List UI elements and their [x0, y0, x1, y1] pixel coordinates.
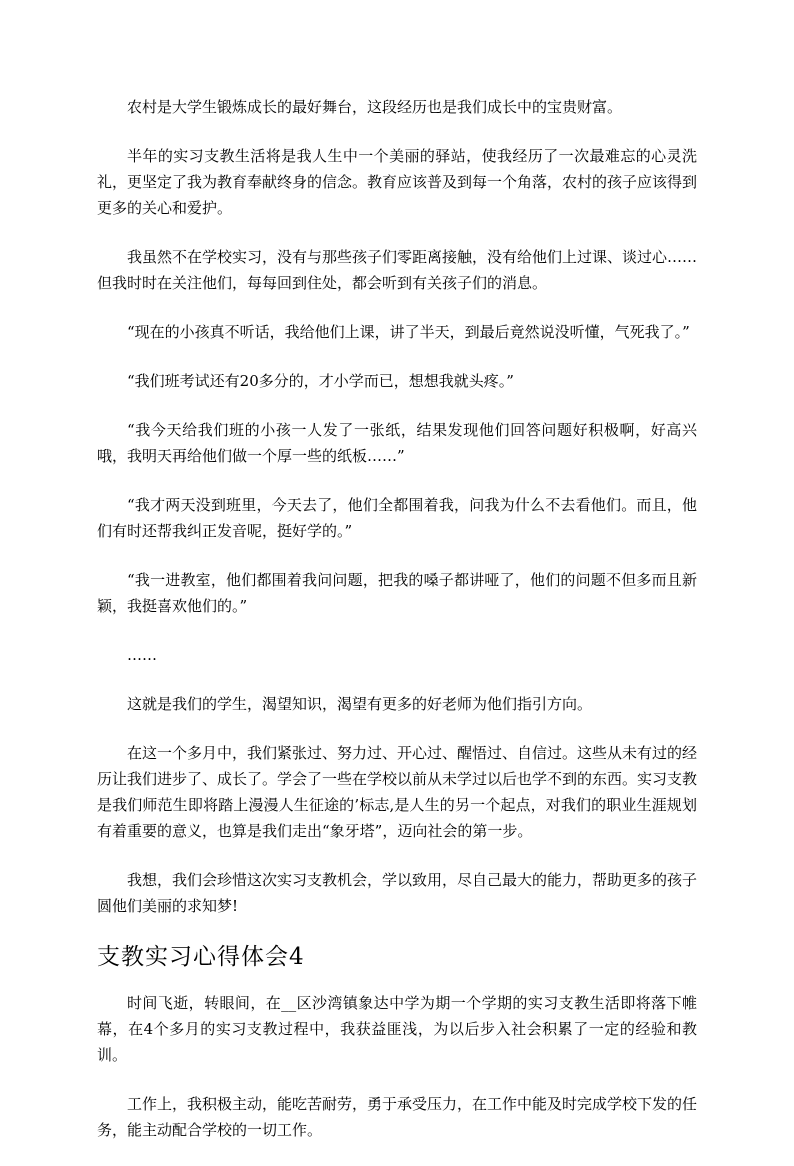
ellipsis-paragraph: ……: [127, 646, 157, 664]
section-heading: 支教实习心得体会4: [97, 944, 305, 970]
quote-paragraph: “现在的小孩真不听话，我给他们上课，讲了半天，到最后竟然说没听懂，气死我了。”: [127, 323, 690, 341]
paragraph: 这就是我们的学生，渴望知识，渴望有更多的好老师为他们指引方向。: [127, 695, 593, 713]
quote-paragraph: “我一进教室，他们都围着我问问题，把我的嗓子都讲哑了，他们的问题不但多而且新颖，我挺喜欢他们的。”: [97, 571, 697, 615]
paragraph: 在这一个多月中，我们紧张过、努力过、开心过、醒悟过、自信过。这些从未有过的经历让我们进步了、成长了。学会了一些在学校以前从未学过以后也学不到的东西。实习支教是我们师范生即将踏上漫漫人生征途的’标志,是人生的另一个起点，对我们的职业生涯规划有着重要的意义，也算是我们走出“象牙塔”，迈向社会的第一步。: [97, 744, 698, 840]
quote-paragraph: “我们班考试还有20多分的，才小学而已，想想我就头疼。”: [127, 372, 514, 390]
document-page: [97, 94, 697, 1166]
paragraph: 农村是大学生锻炼成长的最好舞台，这段经历也是我们成长中的宝贵财富。: [127, 98, 623, 116]
paragraph: 半年的实习支教生活将是我人生中一个美丽的驿站，使我经历了一次最难忘的心灵洗礼，更坚定了我为教育奉献终身的信念。教育应该普及到每一个角落，农村的孩子应该得到更多的关心和爱护。: [97, 147, 698, 217]
paragraph: 工作上，我积极主动，能吃苦耐劳，勇于承受压力，在工作中能及时完成学校下发的任务，能主动配合学校的一切工作。: [97, 1095, 698, 1139]
paragraph: 我虽然不在学校实习，没有与那些孩子们零距离接触，没有给他们上过课、谈过心……但我时时在关注他们，每每回到住处，都会听到有关孩子们的消息。: [97, 248, 698, 292]
paragraph: 时间飞逝，转眼间，在__区沙湾镇象达中学为期一个学期的实习支教生活即将落下帷幕，在4个多月的实习支教过程中，我获益匪浅，为以后步入社会积累了一定的经验和教训。: [97, 994, 697, 1064]
paragraph: 我想，我们会珍惜这次实习支教机会，学以致用，尽自己最大的能力，帮助更多的孩子圆他们美丽的求知梦!: [97, 871, 698, 915]
quote-paragraph: “我今天给我们班的小孩一人发了一张纸，结果发现他们回答问题好积极啊，好高兴哦，我明天再给他们做一个厚一些的纸板……”: [97, 421, 697, 465]
quote-paragraph: “我才两天没到班里，今天去了，他们全都围着我，问我为什么不去看他们。而且，他们有时还帮我纠正发音呢，挺好学的。”: [97, 496, 697, 540]
